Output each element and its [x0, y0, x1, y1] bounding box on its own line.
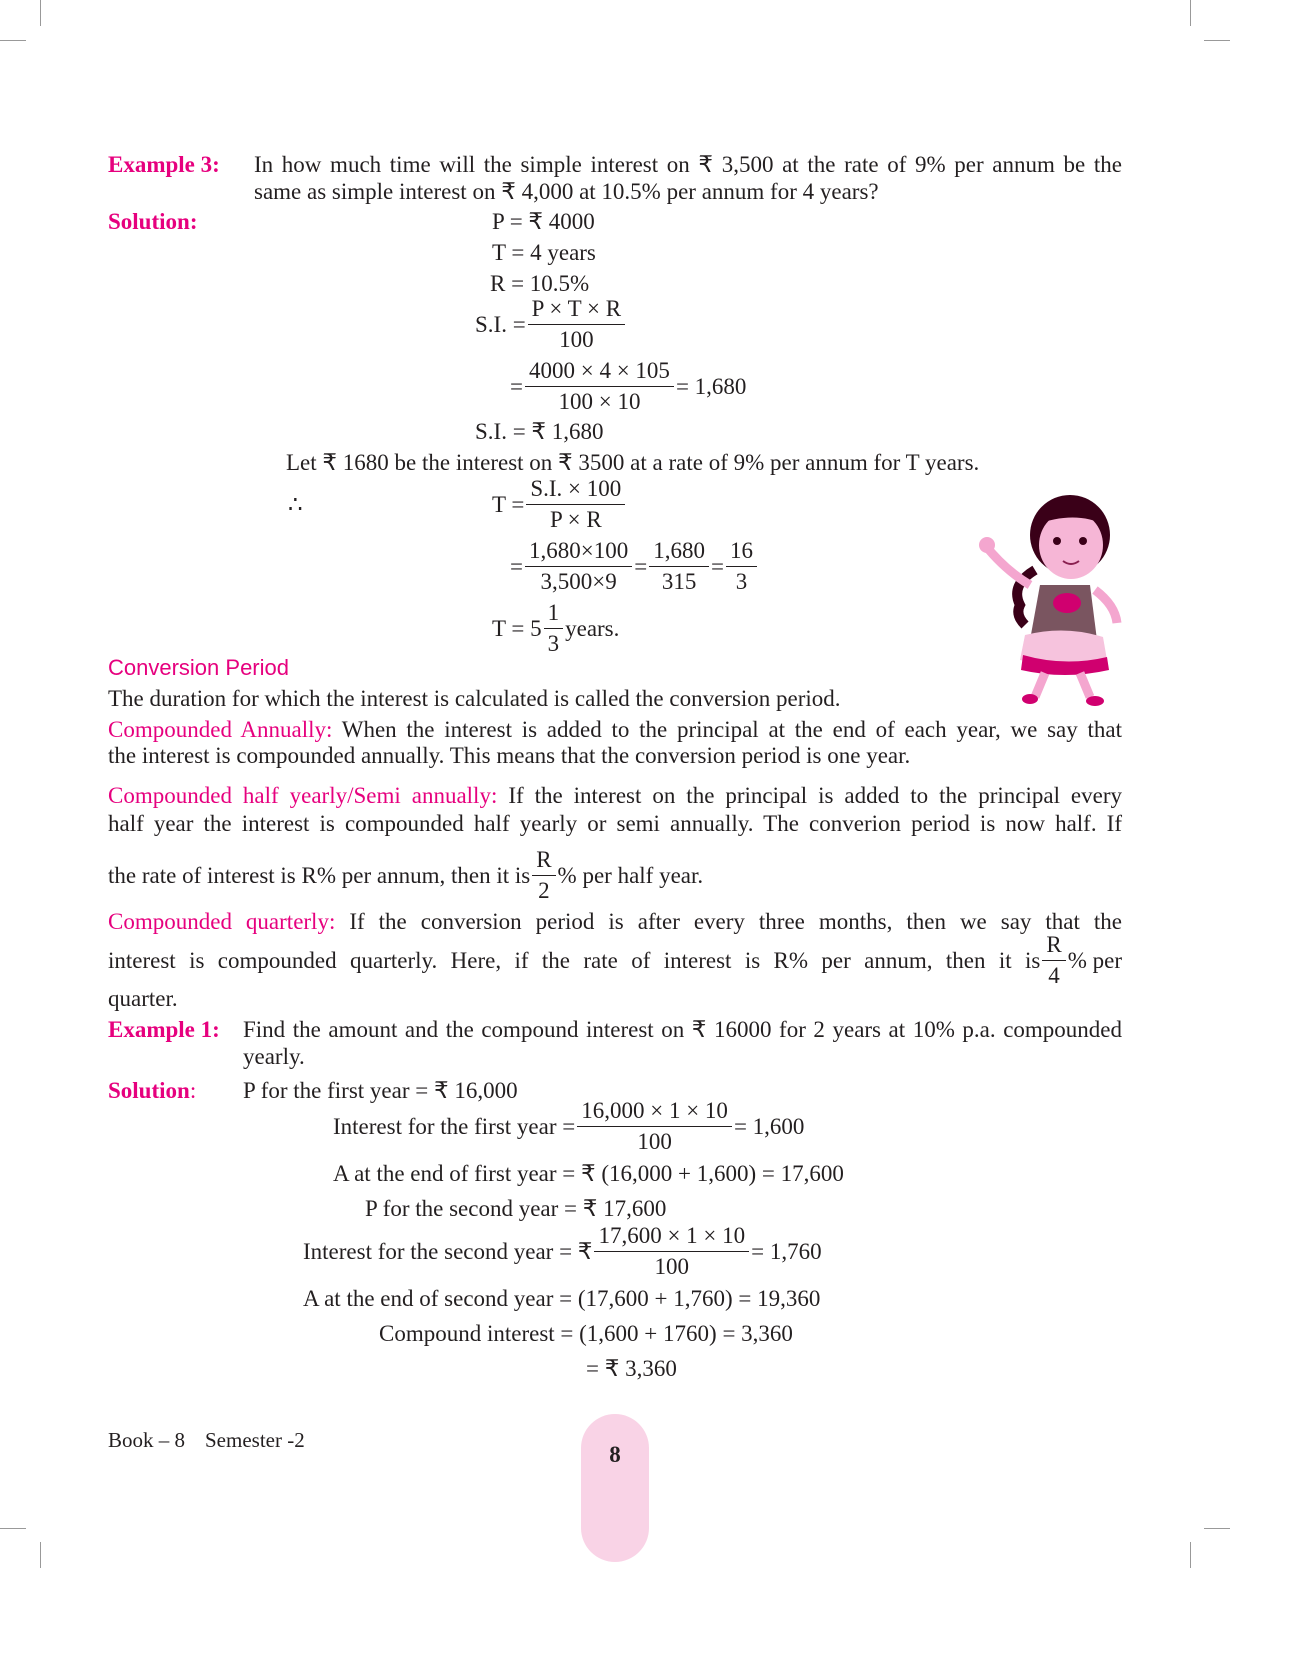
denominator: 100: [654, 1254, 690, 1279]
fraction: [525, 536, 632, 597]
denominator: 2: [538, 878, 550, 903]
fraction: [525, 356, 674, 417]
half-yearly-paragraph-line: [108, 783, 1122, 809]
page-number-tab: [581, 1414, 649, 1562]
label: Solution: [108, 1078, 190, 1103]
fraction: [577, 1096, 732, 1157]
first-year-amount: A at the end of first year = ₹ (16,000 + 1,600) = 17,600: [333, 1161, 844, 1186]
term: Compounded quarterly:: [108, 909, 336, 934]
label: Interest for the second year = ₹: [303, 1238, 593, 1264]
si-formula: [475, 294, 627, 355]
numerator: 1: [544, 598, 564, 629]
text: interest is compounded quarterly. Here, if the rate of interest is R% per annum, then it is: [108, 947, 1041, 973]
unit: years.: [565, 615, 620, 641]
colon: :: [189, 1078, 197, 1103]
denominator: 3: [735, 569, 748, 594]
definition: The duration for which the interest is calculated is called the conversion period.: [108, 686, 841, 711]
text: the rate of interest is R% per annum, then it is: [108, 862, 531, 888]
denominator: 3,500×9: [540, 569, 617, 594]
given-principal: P = ₹ 4000: [492, 209, 595, 234]
numerator: 17,600 × 1 × 10: [594, 1221, 749, 1252]
example-3-question-line: same as simple interest on ₹ 4,000 at 10.5% per annum for 4 years?: [254, 179, 879, 204]
crop-mark: [40, 1542, 41, 1568]
numerator: P × T × R: [528, 294, 625, 325]
term: Compounded half yearly/Semi annually:: [108, 783, 498, 808]
time-final: [492, 598, 619, 659]
result: = 1,600: [733, 1113, 805, 1139]
numerator: 1,680×100: [525, 536, 632, 567]
equals: =: [634, 553, 648, 579]
conversion-period-heading: Conversion Period: [108, 655, 289, 680]
time-formula: [492, 474, 627, 535]
second-year-amount: A at the end of second year = (17,600 + 1,760) = 19,360: [303, 1286, 821, 1311]
denominator: 315: [661, 569, 697, 594]
text: If the interest on the principal is added to the principal every: [497, 783, 1123, 808]
numerator: R: [532, 845, 555, 876]
footer-book: Book – 8: [108, 1428, 186, 1452]
equals: =: [510, 373, 523, 399]
si-calculation: [510, 356, 746, 417]
crop-mark: [1204, 40, 1230, 41]
first-year-interest: [333, 1096, 804, 1157]
compound-interest-final: = ₹ 3,360: [586, 1356, 677, 1381]
crop-mark: [40, 0, 41, 26]
text: When the interest is added to the principal at the end of each year, we say that: [332, 717, 1122, 742]
result: = 1,760: [751, 1238, 822, 1264]
fraction: [594, 1221, 749, 1282]
fraction: [544, 598, 564, 659]
crop-mark: [1190, 0, 1191, 26]
example-3-question-line: In how much time will the simple interest on ₹ 3,500 at the rate of 9% per annum be the: [254, 152, 1122, 177]
crop-mark: [1190, 1542, 1191, 1568]
numerator: 4000 × 4 × 105: [525, 356, 674, 387]
annually-paragraph-line: [108, 717, 1122, 743]
second-year-interest: [303, 1221, 822, 1282]
fraction: [649, 536, 709, 597]
example-1-question-line: Find the amount and the compound interest on ₹ 16000 for 2 years at 10% p.a. compounded: [243, 1017, 1122, 1042]
numerator: 16,000 × 1 × 10: [577, 1096, 732, 1127]
denominator: 3: [547, 631, 560, 656]
fraction: [526, 474, 625, 535]
text: % per: [1067, 947, 1122, 973]
equals: =: [710, 553, 724, 579]
example-1-question-line: yearly.: [243, 1044, 305, 1069]
page-number: 8: [609, 1442, 621, 1467]
half-yearly-paragraph-line: half year the interest is compounded half yearly or semi annually. The converion period is now half. If: [108, 811, 1122, 836]
fraction: [1042, 930, 1065, 991]
label: Interest for the first year =: [333, 1113, 576, 1139]
solution-label: Solution:: [108, 209, 198, 234]
solution-label: [108, 1078, 196, 1104]
whole-part: T = 5: [492, 615, 542, 641]
quarterly-paragraph-line: [108, 930, 1122, 991]
equals: =: [510, 553, 523, 579]
si-lhs: S.I. =: [475, 311, 526, 337]
example-3-label: Example 3:: [108, 152, 220, 177]
crop-mark: [0, 40, 26, 41]
denominator: 100: [559, 327, 594, 352]
half-yearly-paragraph-line: [108, 845, 703, 906]
term: Compounded Annually:: [108, 717, 333, 742]
given-time: T = 4 years: [492, 240, 596, 265]
denominator: 4: [1048, 963, 1060, 988]
denominator: P × R: [549, 507, 602, 532]
text: If the conversion period is after every three months, then we say that the: [335, 909, 1122, 934]
first-year-principal: P for the first year = ₹ 16,000: [243, 1078, 518, 1103]
text: % per half year.: [557, 862, 704, 888]
crop-mark: [1204, 1528, 1230, 1529]
si-final: S.I. = ₹ 1,680: [475, 419, 604, 444]
result: = 1,680: [675, 373, 747, 399]
numerator: S.I. × 100: [526, 474, 625, 505]
given-rate: R = 10.5%: [490, 271, 590, 296]
denominator: 100 × 10: [558, 389, 641, 414]
fraction: [532, 845, 555, 906]
fraction: [726, 536, 757, 597]
time-calculation: [510, 536, 759, 597]
fraction: [528, 294, 625, 355]
t-lhs: T =: [492, 491, 525, 517]
example-1-label: Example 1:: [108, 1017, 220, 1042]
second-year-principal: P for the second year = ₹ 17,600: [365, 1196, 667, 1221]
crop-mark: [0, 1528, 26, 1529]
denominator: 100: [637, 1129, 672, 1154]
footer-semester: Semester -2: [205, 1428, 305, 1452]
therefore-symbol: ∴: [288, 492, 303, 517]
quarterly-paragraph-line: quarter.: [108, 986, 178, 1011]
numerator: 16: [726, 536, 757, 567]
compound-interest: Compound interest = (1,600 + 1760) = 3,360: [379, 1321, 793, 1346]
let-statement: Let ₹ 1680 be the interest on ₹ 3500 at a rate of 9% per annum for T years.: [286, 450, 980, 475]
numerator: 1,680: [649, 536, 709, 567]
girl-illustration: [975, 475, 1130, 710]
annually-paragraph-line: the interest is compounded annually. This means that the conversion period is one year.: [108, 743, 911, 768]
numerator: R: [1042, 930, 1065, 961]
